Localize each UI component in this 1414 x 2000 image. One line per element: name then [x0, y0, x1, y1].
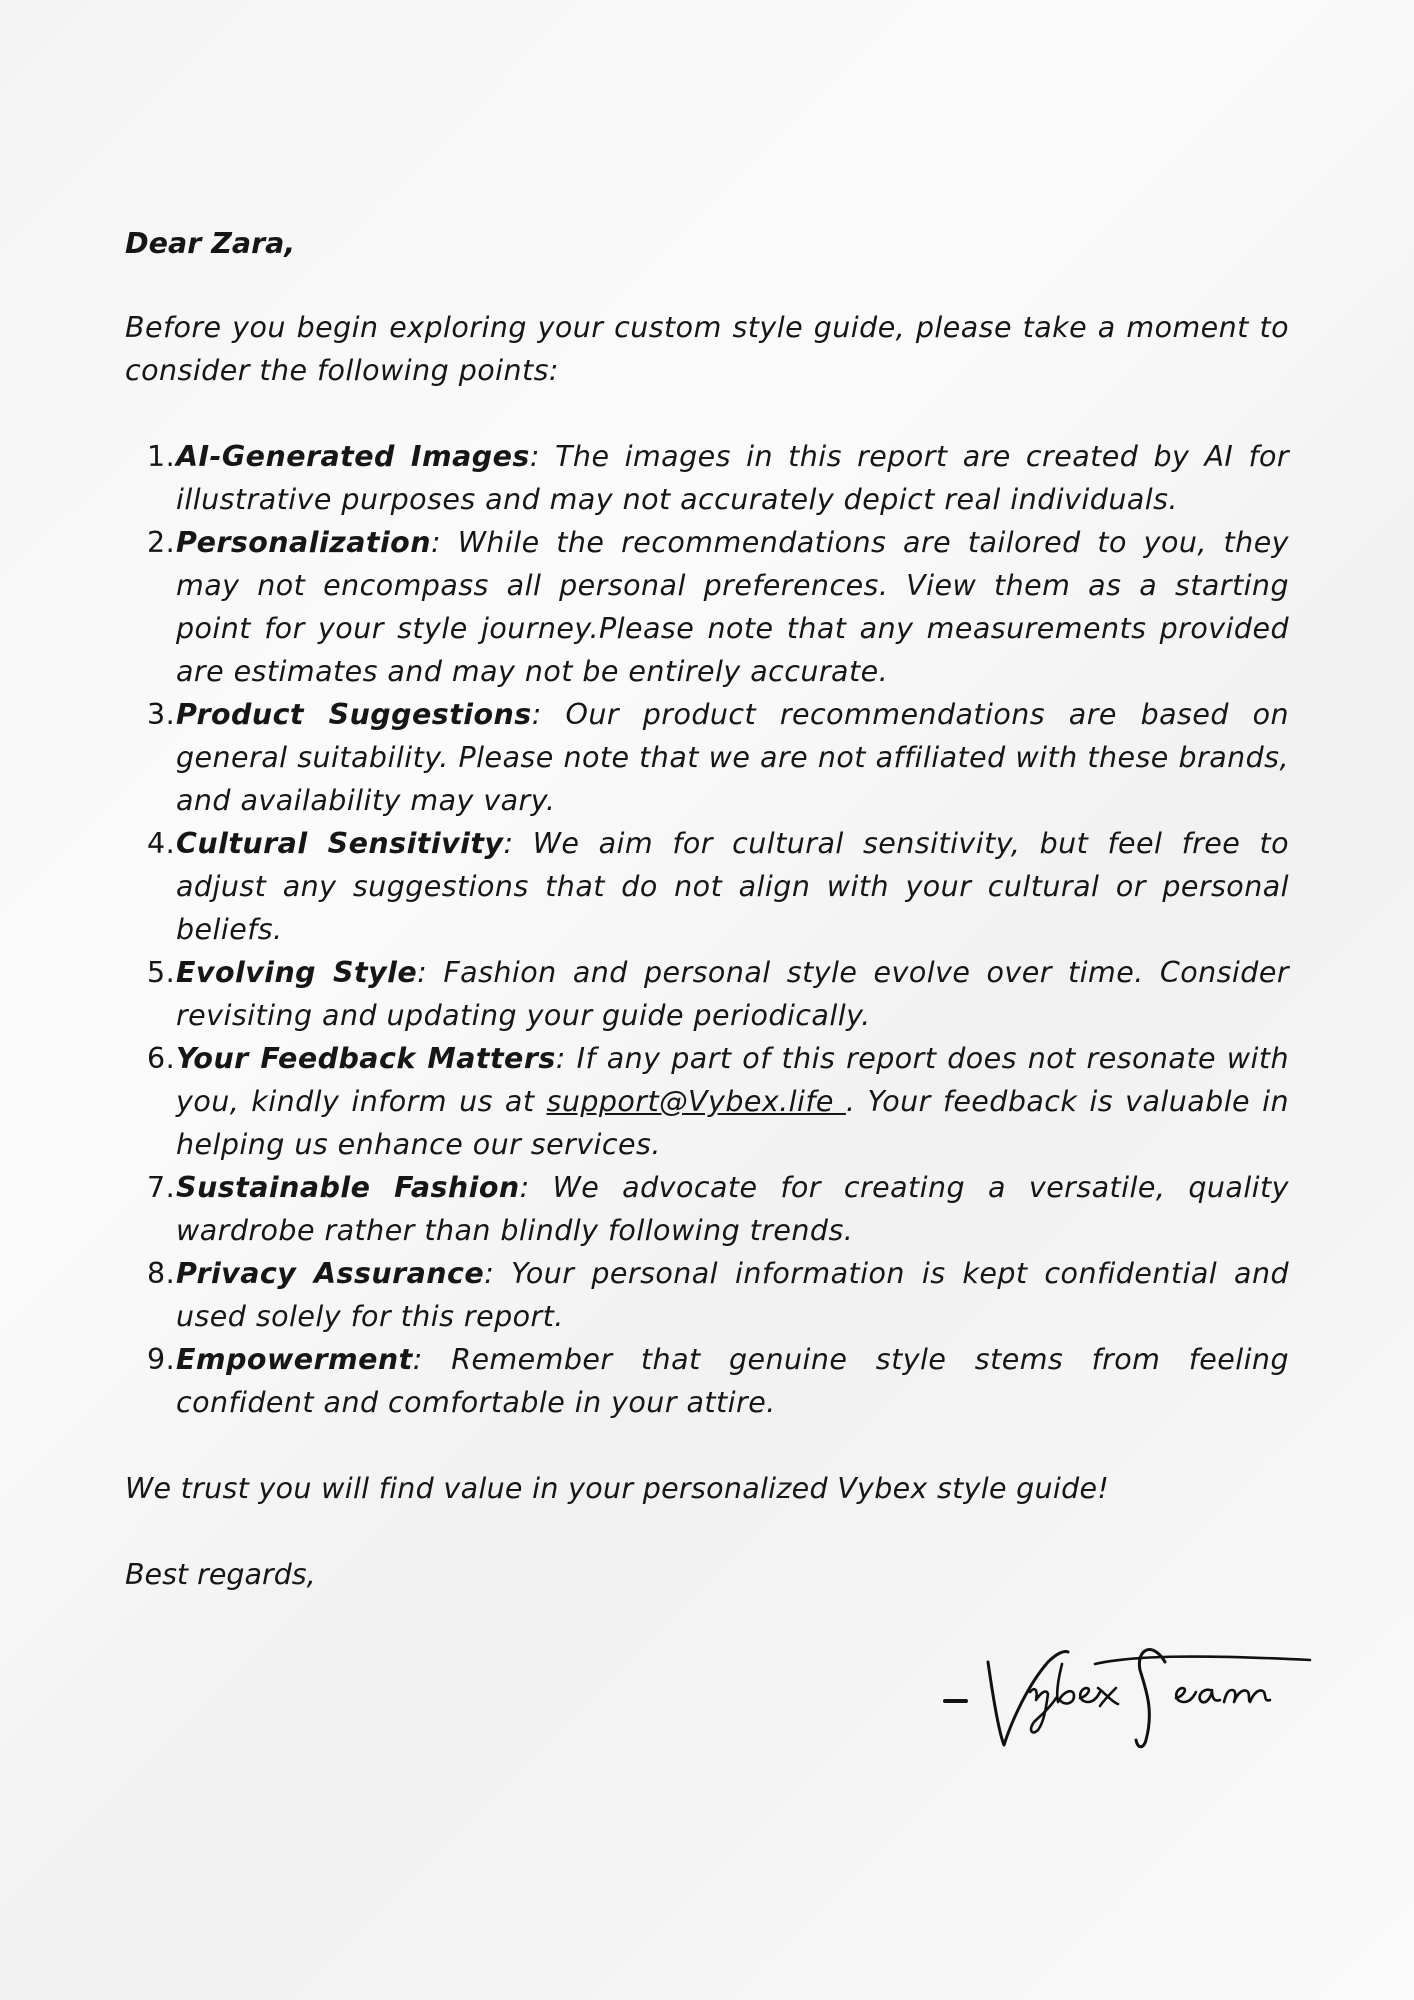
- list-item: [125, 693, 1289, 822]
- list-number: 8.: [147, 1257, 176, 1290]
- list-item: [125, 435, 1289, 521]
- list-item: [125, 1166, 1289, 1252]
- list-text: : Fashion and personal style evolve over time. Consider revisiting and updating your guide periodically.: [176, 956, 1289, 1032]
- list-text: : While the recommendations are tailored to you, they may not encompass all personal preferences. View them as a starting point for your style journey.Please note that any measurements provided are estimates and may not be entirely accurate.: [176, 526, 1289, 688]
- regards-line: Best regards,: [125, 1558, 316, 1591]
- list-term: Privacy Assurance: [176, 1257, 485, 1290]
- list-term: AI-Generated Images: [176, 440, 530, 473]
- list-text: : We aim for cultural sensitivity, but feel free to adjust any suggestions that do not align with your cultural or personal beliefs.: [176, 827, 1289, 946]
- list-text: : If any part of this report does not resonate with you, kindly inform us at: [176, 1042, 1289, 1118]
- list-term: Product Suggestions: [176, 698, 532, 731]
- list-term: Empowerment: [176, 1343, 413, 1376]
- list-text: : We advocate for creating a versatile, quality wardrobe rather than blindly following trends.: [176, 1171, 1289, 1247]
- list-text: : The images in this report are created by AI for illustrative purposes and may not accurately depict real individuals.: [176, 440, 1289, 516]
- list-term: Personalization: [176, 526, 431, 559]
- list-item: [125, 1037, 1289, 1166]
- list-term: Sustainable Fashion: [176, 1171, 520, 1204]
- list-item: [125, 521, 1289, 693]
- list-text: : Your personal information is kept confidential and used solely for this report.: [176, 1257, 1290, 1333]
- list-item: [125, 822, 1289, 951]
- closing-line: We trust you will find value in your personalized Vybex style guide!: [125, 1472, 1110, 1505]
- list-term: Your Feedback Matters: [176, 1042, 556, 1075]
- signature-drawing: [940, 1590, 1330, 1770]
- list-term: Cultural Sensitivity: [176, 827, 504, 860]
- list-number: 9.: [147, 1343, 176, 1376]
- list-number: 2.: [147, 526, 176, 559]
- list-number: 4.: [147, 827, 176, 860]
- list-text: . Your feedback is valuable in helping us enhance our services.: [176, 1085, 1289, 1161]
- letter-body: [125, 222, 1289, 1596]
- list-term: Evolving Style: [176, 956, 418, 989]
- signature: [940, 1590, 1330, 1770]
- greeting: Dear Zara,: [125, 227, 296, 260]
- list-item: [125, 1338, 1289, 1424]
- list-text: : Remember that genuine style stems from feeling confident and comfortable in your attire.: [176, 1343, 1289, 1419]
- list-number: 1.: [147, 440, 176, 473]
- list-item: [125, 1252, 1289, 1338]
- list-item: [125, 951, 1289, 1037]
- support-email-link[interactable]: support@Vybex.life: [546, 1085, 846, 1118]
- list-number: 3.: [147, 698, 176, 731]
- list-text: : Our product recommendations are based on general suitability. Please note that we are not affiliated with these brands, and availability may vary.: [176, 698, 1289, 817]
- list-number: 6.: [147, 1042, 176, 1075]
- list-number: 7.: [147, 1171, 176, 1204]
- intro-paragraph: Before you begin exploring your custom style guide, please take a moment to consider the following points:: [125, 311, 1289, 387]
- list-number: 5.: [147, 956, 176, 989]
- points-list: [125, 435, 1289, 1424]
